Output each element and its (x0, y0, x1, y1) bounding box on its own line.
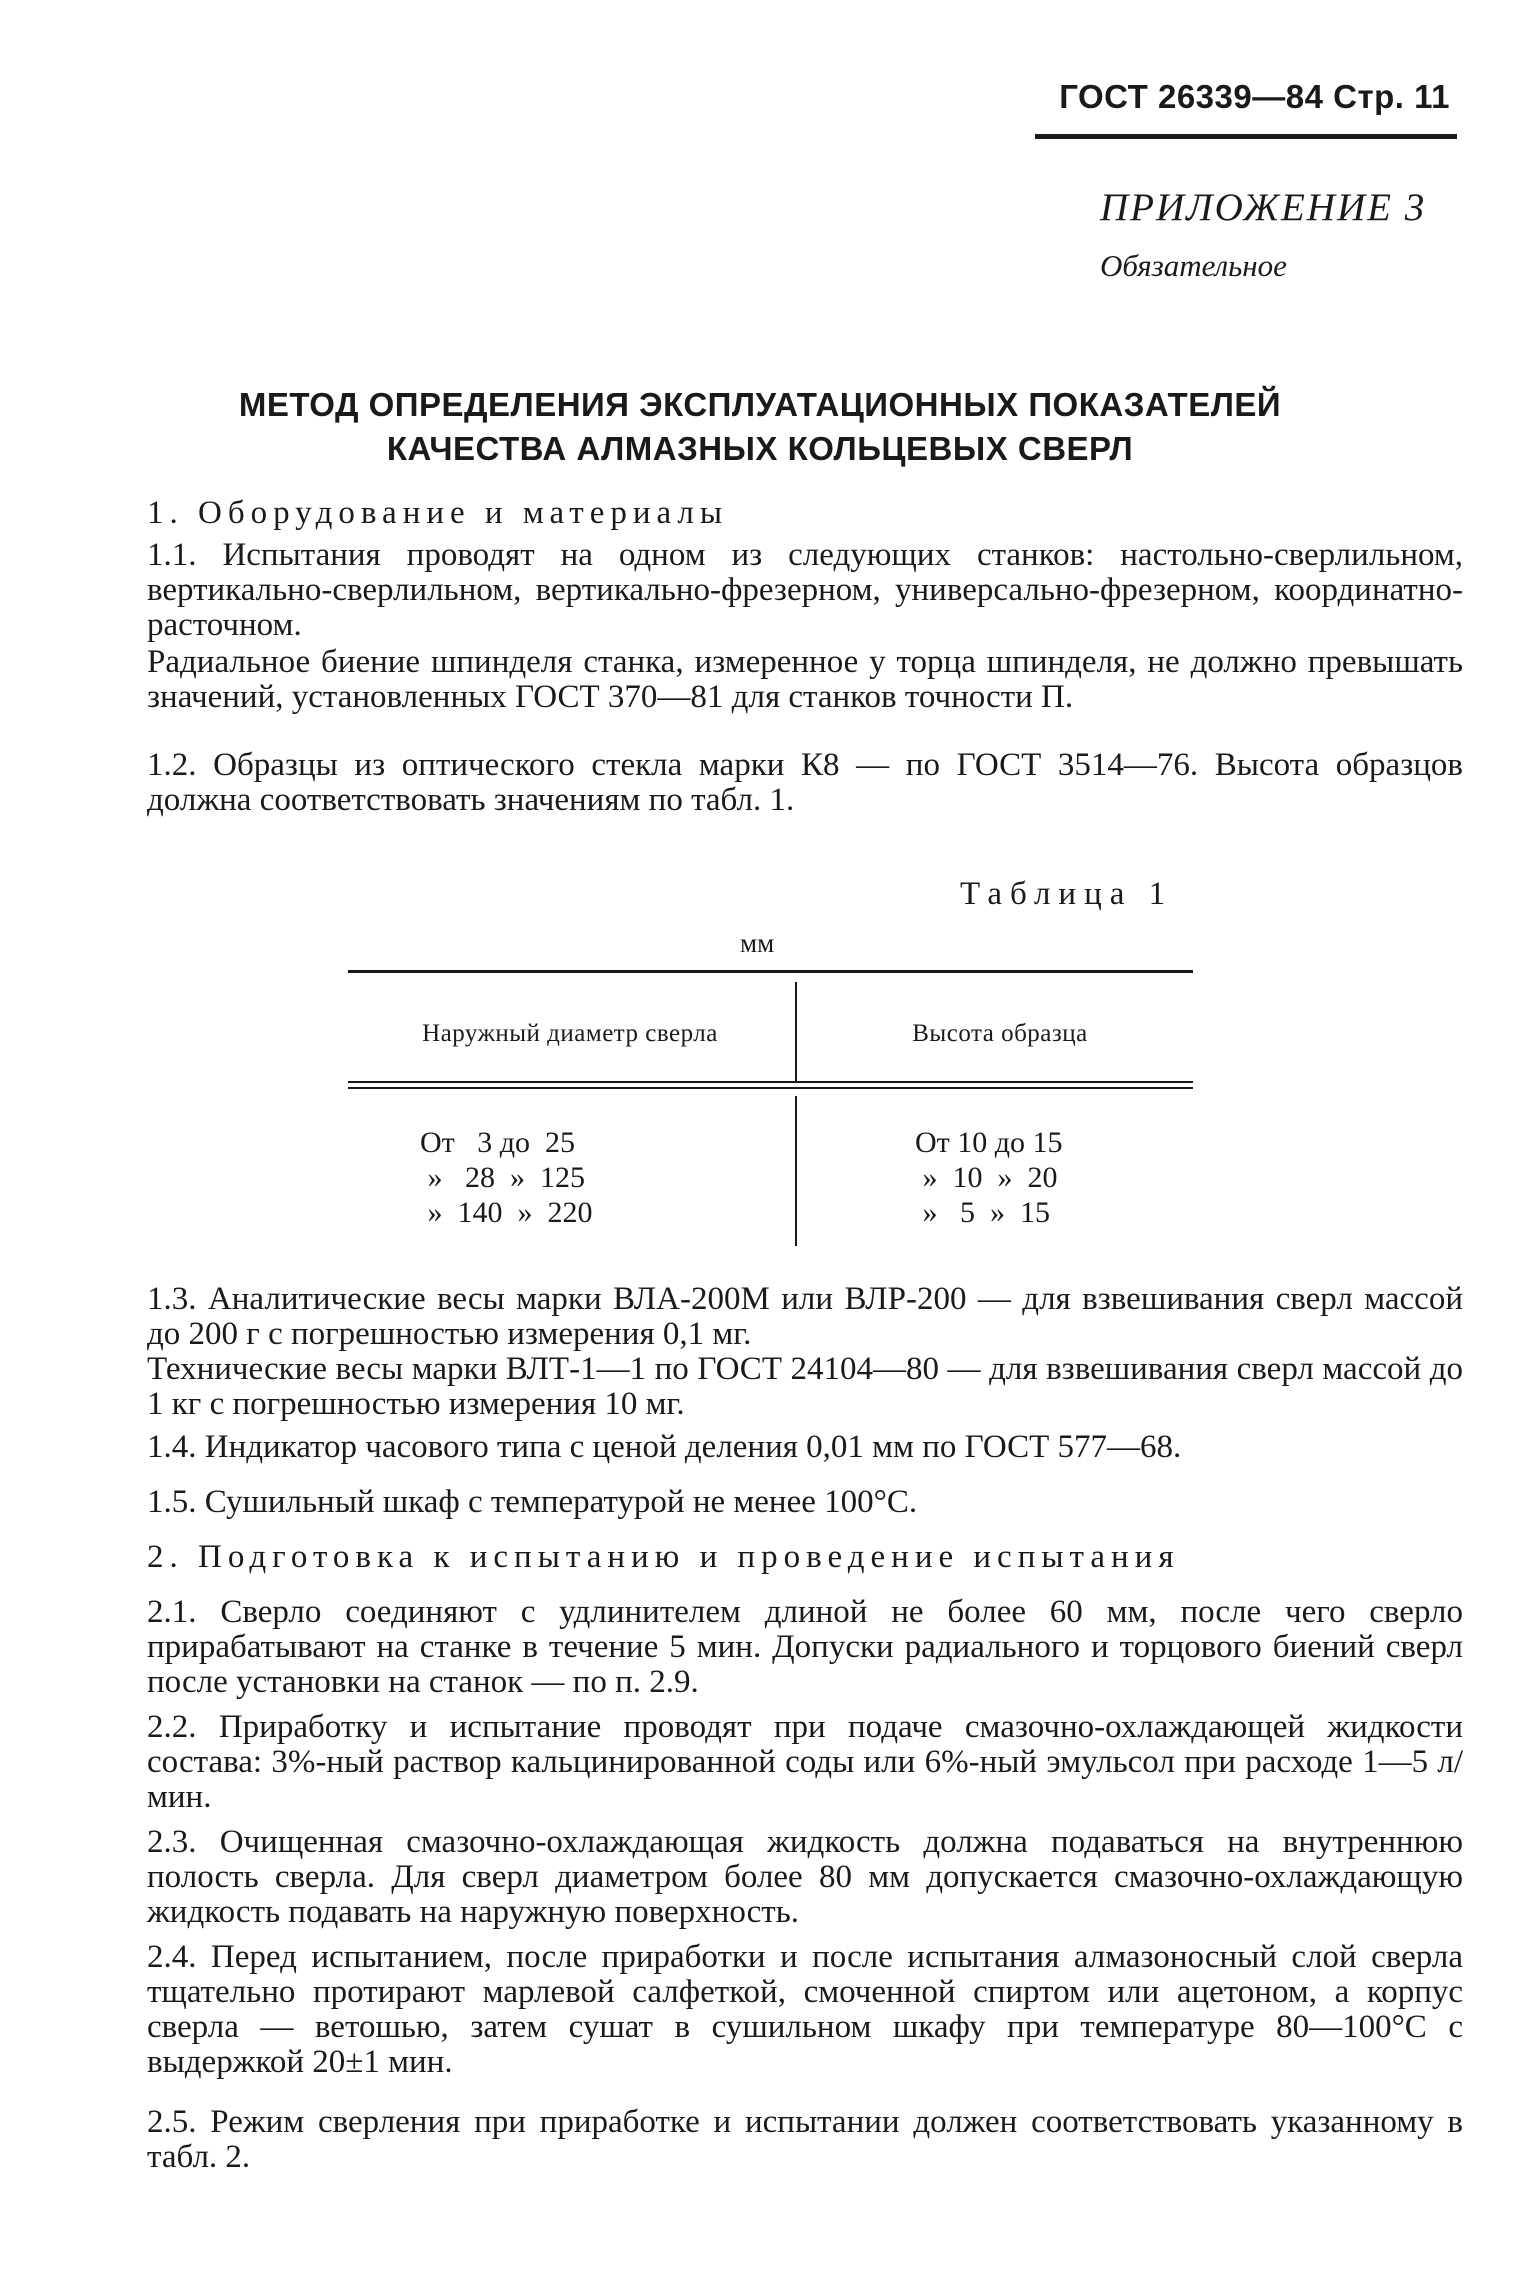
table-cell: » 5 » 15 (915, 1196, 1050, 1229)
table-col-diameter: Наружный диаметр сверла (422, 1020, 718, 1047)
para-2-1: 2.1. Сверло соединяют с удлинителем длиной не более 60 мм, после чего сверло прирабатывают на станке в течение 5 мин. Допуски радиального и торцового биений сверл после установки на станок — по п. 2.9. (147, 1594, 1463, 1700)
para-2-5: 2.5. Режим сверления при приработке и испытании должен соответствовать указанному в табл. 2. (147, 2104, 1463, 2175)
para-1-2: 1.2. Образцы из оптического стекла марки К8 — по ГОСТ 3514—76. Высота образцов должна соответствовать значениям по табл. 1. (147, 747, 1463, 818)
table-rule-top (348, 970, 1193, 973)
para-1-1b: Радиальное биение шпинделя станка, измеренное у торца шпинделя, не должно превышать значений, установленных ГОСТ 370—81 для станков точности П. (147, 644, 1463, 715)
para-2-2: 2.2. Приработку и испытание проводят при подаче смазочно-охлаждающей жидкости состава: 3%-ный раствор кальцинированной соды или 6%-ный эмульсол при расходе 1—5 л/мин. (147, 1709, 1463, 1815)
table-rule-mid2 (348, 1087, 1193, 1089)
table-cell: От 10 до 15 (915, 1126, 1063, 1159)
doc-title-line1: МЕТОД ОПРЕДЕЛЕНИЯ ЭКСПЛУАТАЦИОННЫХ ПОКАЗАТЕЛЕЙ (238, 386, 1282, 423)
section1-heading: 1. Оборудование и материалы (147, 495, 729, 531)
table-divider-body (795, 1096, 797, 1246)
para-1-4: 1.4. Индикатор часового типа с ценой деления 0,01 мм по ГОСТ 577—68. (147, 1429, 1182, 1465)
page-header: ГОСТ 26339—84 Стр. 11 (1059, 78, 1450, 115)
table-cell: От 3 до 25 (420, 1126, 576, 1159)
table-divider-head (795, 982, 797, 1082)
table-col-height: Высота образца (912, 1020, 1088, 1047)
table-unit: мм (740, 928, 775, 958)
appendix-title: ПРИЛОЖЕНИЕ 3 (1100, 186, 1427, 229)
header-rule (1035, 134, 1457, 139)
table-rule-mid (348, 1081, 1193, 1083)
table-caption: Таблица 1 (960, 876, 1174, 912)
table-cell: » 140 » 220 (420, 1196, 593, 1229)
para-2-4: 2.4. Перед испытанием, после приработки и после испытания алмазоносный слой сверла тщательно протирают марлевой салфеткой, смоченной спиртом или ацетоном, а корпус сверла — ветошью, затем сушат в сушильном шкафу при температуре 80—100°С с выдержкой 20±1 мин. (147, 1939, 1463, 2080)
para-1-3b: Технические весы марки ВЛТ-1—1 по ГОСТ 24104—80 — для взвешивания сверл массой до 1 кг с погрешностью измерения 10 мг. (147, 1351, 1463, 1422)
para-1-1: 1.1. Испытания проводят на одном из следующих станков: настольно-сверлильном, вертикально-сверлильном, вертикально-фрезерном, универсально-фрезерном, координатно-расточном. (147, 537, 1463, 643)
para-1-5: 1.5. Сушильный шкаф с температурой не менее 100°С. (147, 1484, 918, 1520)
doc-title-line2: КАЧЕСТВА АЛМАЗНЫХ КОЛЬЦЕВЫХ СВЕРЛ (386, 430, 1134, 467)
para-1-3: 1.3. Аналитические весы марки ВЛА-200М или ВЛР-200 — для взвешивания сверл массой до 200 г с погрешностью измерения 0,1 мг. (147, 1281, 1463, 1352)
table-cell: » 10 » 20 (915, 1161, 1058, 1194)
table-cell: » 28 » 125 (420, 1161, 585, 1194)
appendix-status: Обязательное (1100, 248, 1287, 283)
para-2-3: 2.3. Очищенная смазочно-охлаждающая жидкость должна подаваться на внутреннюю полость сверла. Для сверл диаметром более 80 мм допускается смазочно-охлаждающую жидкость подавать на наружную поверхность. (147, 1824, 1463, 1930)
section2-heading: 2. Подготовка к испытанию и проведение испытания (147, 1539, 1180, 1575)
